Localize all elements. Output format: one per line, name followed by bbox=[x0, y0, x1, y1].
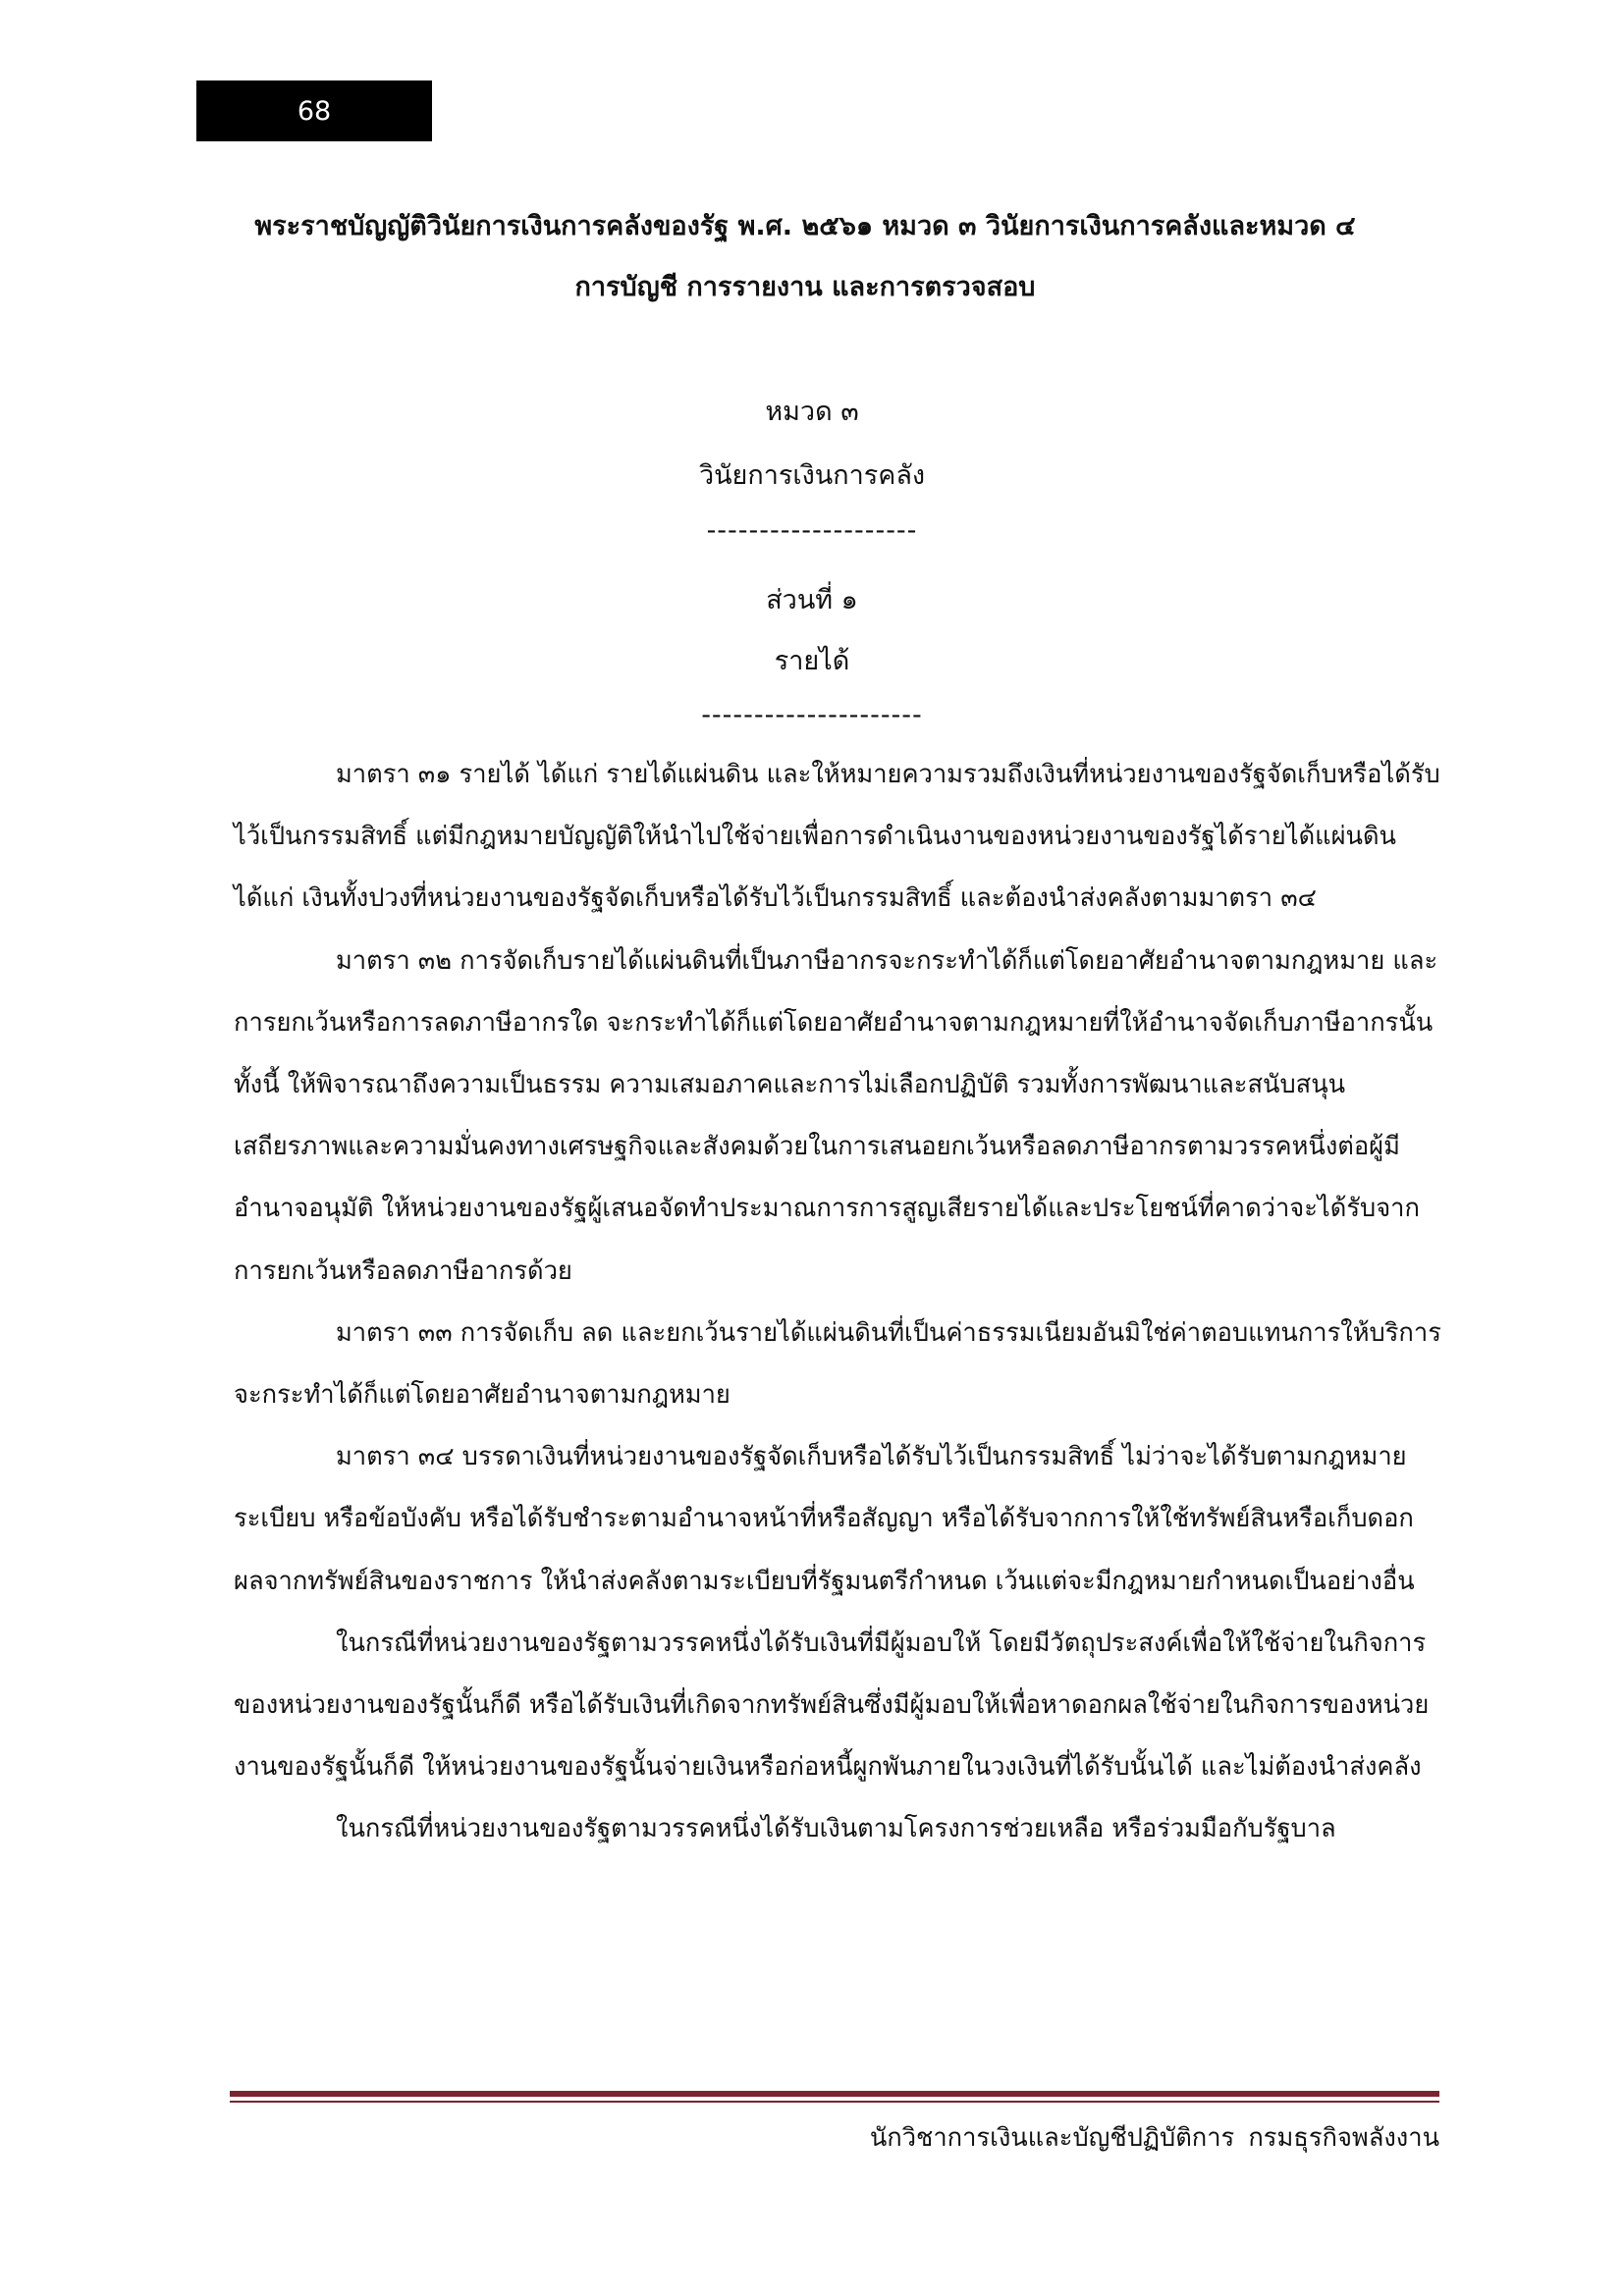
chapter-label: หมวด ๓ bbox=[765, 397, 859, 427]
footer-divider-thin bbox=[230, 2101, 1439, 2103]
paragraph-section-32: มาตรา ๓๒ การจัดเก็บรายได้แผ่นดินที่เป็นภาษีอากรจะกระทำได้ก็แต่โดยอาศัยอำนาจตามกฎหมาย และการยกเว้นหรือการลดภาษีอากรใด จะกระทำได้ก็แต่โดยอาศัยอำนาจตามกฎหมายที่ให้อำนาจจัดเก็บภาษีอากรนั้น ทั้งนี้ ให้พิจารณาถึงความเป็นธรรม ความเสมอภาคและการไม่เลือกปฏิบัติ รวมทั้งการพัฒนาและสนับสนุนเสถียรภาพและความมั่นคงทางเศรษฐกิจและสังคมด้วยในการเสนอยกเว้นหรือลดภาษีอากรตามวรรคหนึ่งต่อผู้มีอำนาจอนุมัติ ให้หน่วยงานของรัฐผู้เสนอจัดทำประมาณการการสูญเสียรายได้และประโยชน์ที่คาดว่าจะได้รับจากการยกเว้นหรือลดภาษีอากรด้วย bbox=[234, 945, 1438, 1286]
page-number: 68 bbox=[297, 95, 332, 127]
page-number-badge bbox=[196, 80, 432, 141]
paragraph-section-34-clause-2: ในกรณีที่หน่วยงานของรัฐตามวรรคหนึ่งได้รับเงินที่มีผู้มอบให้ โดยมีวัตถุประสงค์เพื่อให้ใช้จ่ายในกิจการของหน่วยงานของรัฐนั้นก็ดี หรือได้รับเงินที่เกิดจากทรัพย์สินซึ่งมีผู้มอบให้เพื่อหาดอกผลใช้จ่ายในกิจการของหน่วยงานของรัฐนั้นก็ดี ให้หน่วยงานของรัฐนั้นจ่ายเงินหรือก่อหนี้ผูกพันภายในวงเงินที่ได้รับนั้นได้ และไม่ต้องนำส่งคลัง bbox=[234, 1628, 1430, 1783]
footer-divider-thick bbox=[230, 2091, 1439, 2097]
document-title bbox=[172, 196, 1438, 318]
paragraph-section-31: มาตรา ๓๑ รายได้ ได้แก่ รายได้แผ่นดิน และให้หมายความรวมถึงเงินที่หน่วยงานของรัฐจัดเก็บหรือได้รับไว้เป็นกรรมสิทธิ์ แต่มีกฎหมายบัญญัติให้นำไปใช้จ่ายเพื่อการดำเนินงานของหน่วยงานของรัฐได้รายได้แผ่นดิน ได้แก่ เงินทั้งปวงที่หน่วยงานของรัฐจัดเก็บหรือได้รับไว้เป็นกรรมสิทธิ์ และต้องนำส่งคลังตามมาตรา ๓๔ bbox=[234, 760, 1440, 914]
footer-text: นักวิชาการเงินและบัญชีปฏิบัติการ กรมธุรกิจพลังงาน bbox=[869, 2123, 1439, 2153]
paragraph-section-34: มาตรา ๓๔ บรรดาเงินที่หน่วยงานของรัฐจัดเก็บหรือได้รับไว้เป็นกรรมสิทธิ์ ไม่ว่าจะได้รับตามกฎหมาย ระเบียบ หรือข้อบังคับ หรือได้รับชำระตามอำนาจหน้าที่หรือสัญญา หรือได้รับจากการให้ใช้ทรัพย์สินหรือเก็บดอกผลจากทรัพย์สินของราชการ ให้นำส่งคลังตามระเบียบที่รัฐมนตรีกำหนด เว้นแต่จะมีกฎหมายกำหนดเป็นอย่างอื่น bbox=[234, 1442, 1415, 1596]
chapter-divider: -------------------- bbox=[706, 515, 918, 546]
title-line-2: การบัญชี การรายงาน และการตรวจสอบ bbox=[574, 272, 1036, 302]
title-line-1: พระราชบัญญัติวินัยการเงินการคลังของรัฐ พ.ศ. ๒๕๖๑ หมวด ๓ วินัยการเงินการคลังและหมวด ๔ bbox=[254, 211, 1356, 241]
part-divider: --------------------- bbox=[701, 700, 923, 730]
part-name: รายได้ bbox=[774, 646, 850, 676]
paragraph-section-33: มาตรา ๓๓ การจัดเก็บ ลด และยกเว้นรายได้แผ่นดินที่เป็นค่าธรรมเนียมอันมิใช่ค่าตอบแทนการให้บริการ จะกระทำได้ก็แต่โดยอาศัยอำนาจตามกฎหมาย bbox=[234, 1317, 1441, 1411]
chapter-name: วินัยการเงินการคลัง bbox=[698, 460, 926, 491]
part-label: ส่วนที่ ๑ bbox=[766, 585, 858, 615]
document-body bbox=[234, 744, 1443, 1861]
paragraph-section-34-clause-3: ในกรณีที่หน่วยงานของรัฐตามวรรคหนึ่งได้รับเงินตามโครงการช่วยเหลือ หรือร่วมมือกับรัฐบาล bbox=[336, 1814, 1336, 1844]
